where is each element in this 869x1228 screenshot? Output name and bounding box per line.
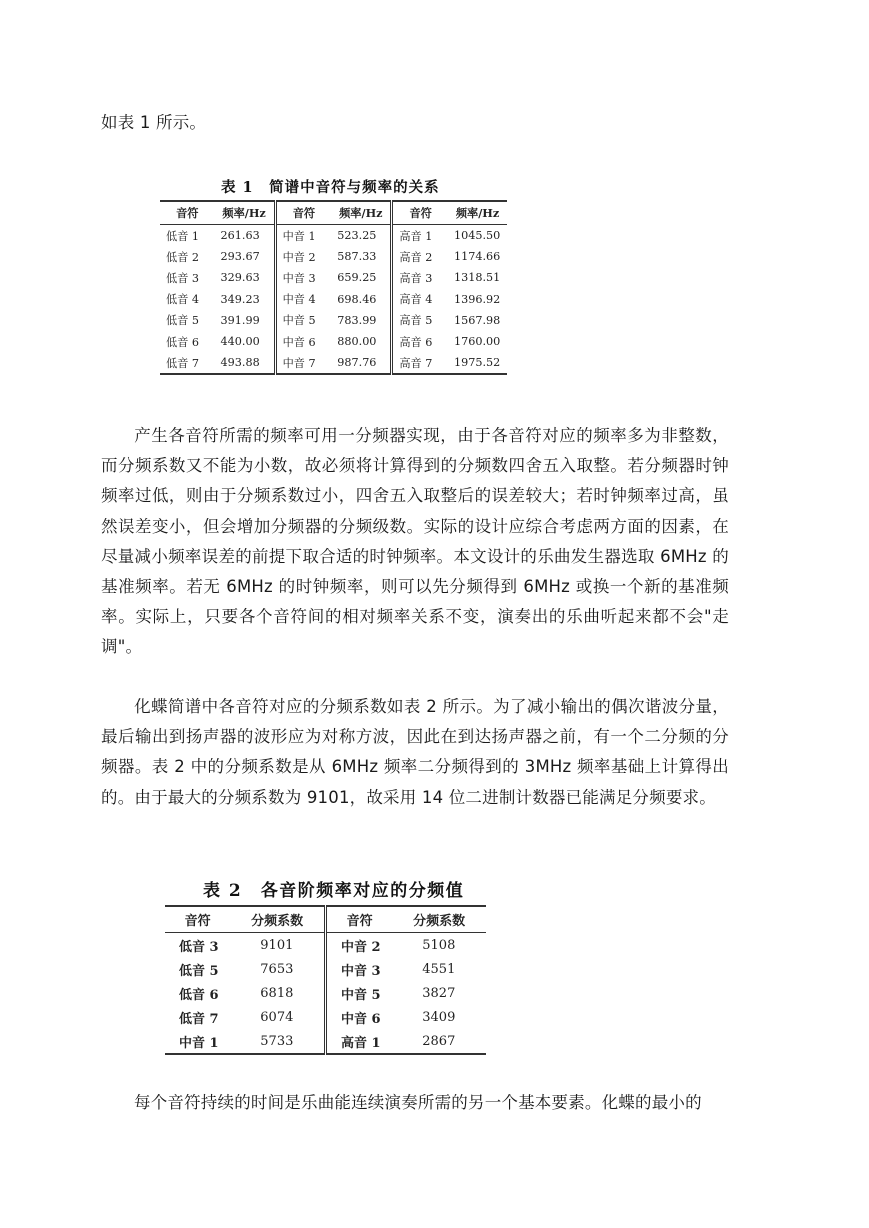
table1-value-cell: 987.76 (337, 356, 377, 370)
table1-row (160, 246, 507, 267)
table2-value-cell: 5733 (260, 1033, 294, 1049)
table1-note-cell: 低音 7 (166, 356, 200, 370)
table2-header: 音符 (325, 906, 392, 933)
table2-division-factors (165, 905, 486, 1055)
table1-note-cell: 低音 5 (166, 314, 200, 328)
paragraph-1 (101, 421, 729, 663)
table2-value-cell: 3409 (422, 1009, 456, 1025)
table1-row (160, 289, 507, 310)
table1-value-cell: 1760.00 (454, 335, 501, 349)
table1-value-cell: 1045.50 (454, 229, 501, 243)
table1-value-cell: 391.99 (220, 313, 260, 327)
table2-note-cell: 低音 7 (179, 1011, 219, 1027)
table2-row (165, 1005, 486, 1029)
table2-note-cell: 低音 3 (179, 939, 219, 955)
table1-row (160, 310, 507, 331)
paragraph-2 (101, 692, 729, 813)
table2-header: 分频系数 (413, 914, 466, 929)
table1-note-cell: 中音 3 (275, 267, 331, 288)
table1-note-cell: 高音 4 (392, 289, 448, 310)
table1-note-cell: 低音 2 (166, 250, 200, 264)
table1-row (160, 267, 507, 288)
table1-note-cell: 高音 2 (392, 246, 448, 267)
table2-note-cell: 低音 6 (179, 987, 219, 1003)
table2-value-cell: 6818 (260, 985, 294, 1001)
table1-value-cell: 1975.52 (454, 356, 501, 370)
table1-note-cell: 中音 2 (275, 246, 331, 267)
table2-value-cell: 7653 (260, 961, 294, 977)
table1-note-cell: 中音 4 (275, 289, 331, 310)
table1-note-frequency (160, 200, 507, 375)
paragraph-3 (101, 1088, 729, 1118)
table2-caption: 表 2 各音阶频率对应的分频值 (203, 881, 465, 901)
paragraph-3-text: 每个音符持续的时间是乐曲能连续演奏所需的另一个基本要素。化蝶的最小的 (134, 1093, 702, 1112)
table2-note-cell: 中音 2 (325, 933, 392, 958)
paragraph-1-text: 产生各音符所需的频率可用一分频器实现，由于各音符对应的频率多为非整数，而分频系数又不能为小数，故必须将计算得到的分频数四舍五入取整。若分频器时钟频率过低，则由于分频系数过小，四舍五入取整后的误差较大；若时钟频率过高，虽然误差变小，但会增加分频器的分频级数。实际的设计应综合考虑两方面的因素，在尽量减小频率误差的前提下取合适的时钟频率。本文设计的乐曲发生器选取 6MHz 的基准频率。若无 6MHz 的时钟频率，则可以先分频得到 6MHz 或换一个新的基准频率。实际上，只要各个音符间的相对频率关系不变，演奏出的乐曲听起来都不会"走调"。 (101, 426, 729, 657)
table1-header: 音符 (275, 201, 331, 225)
table1-note-cell: 中音 6 (275, 331, 331, 352)
table2-value-cell: 2867 (422, 1033, 456, 1049)
table1-row (160, 225, 507, 247)
table1-note-cell: 高音 5 (392, 310, 448, 331)
table1-value-cell: 493.88 (220, 356, 260, 370)
table1-value-cell: 440.00 (220, 335, 260, 349)
table1-header: 频率/Hz (222, 206, 266, 220)
table1-value-cell: 329.63 (220, 271, 260, 285)
table1-note-cell: 低音 4 (166, 293, 200, 307)
table2-note-cell: 中音 6 (325, 1005, 392, 1029)
table2-value-cell: 6074 (260, 1009, 294, 1025)
table1-note-cell: 低音 6 (166, 335, 200, 349)
table1-row (160, 352, 507, 374)
table1-value-cell: 261.63 (220, 229, 260, 243)
table1-note-cell: 低音 1 (166, 229, 200, 243)
table1-note-cell: 低音 3 (166, 271, 200, 285)
table2-note-cell: 中音 1 (179, 1035, 219, 1051)
table1-note-cell: 高音 3 (392, 267, 448, 288)
table2-row (165, 933, 486, 958)
table1-value-cell: 1318.51 (454, 271, 501, 285)
table2-value-cell: 9101 (260, 937, 294, 953)
table1-value-cell: 659.25 (337, 271, 377, 285)
table1-note-cell: 高音 7 (392, 352, 448, 374)
table2-note-cell: 中音 5 (325, 981, 392, 1005)
table1-value-cell: 587.33 (337, 250, 377, 264)
table2-note-cell: 中音 3 (325, 957, 392, 981)
table2-note-cell: 低音 5 (179, 963, 219, 979)
table1-note-cell: 中音 1 (275, 225, 331, 247)
table2-row (165, 1029, 486, 1054)
table1-header: 音符 (176, 206, 199, 220)
table1-note-cell: 高音 6 (392, 331, 448, 352)
table1-value-cell: 1567.98 (454, 313, 501, 327)
table1-value-cell: 349.23 (220, 292, 260, 306)
table1-caption: 表 1 简谱中音符与频率的关系 (221, 179, 440, 196)
table1-header-row (160, 201, 507, 225)
table1-value-cell: 293.67 (220, 250, 260, 264)
table1-header: 音符 (392, 201, 448, 225)
table1-note-cell: 中音 7 (275, 352, 331, 374)
table2-value-cell: 5108 (422, 937, 456, 953)
table1-value-cell: 1396.92 (454, 292, 501, 306)
paragraph-2-text: 化蝶简谱中各音符对应的分频系数如表 2 所示。为了减小输出的偶次谐波分量，最后输出到扬声器的波形应为对称方波，因此在到达扬声器之前，有一个二分频的分频器。表 2 中的分频系数是从 6MHz 频率二分频得到的 3MHz 频率基础上计算得出的。由于最大的分频系数为 9101，故采用 14 位二进制计数器已能满足分频要求。 (101, 697, 729, 807)
table2-note-cell: 高音 1 (325, 1029, 392, 1054)
table2-row (165, 957, 486, 981)
table2-header: 分频系数 (251, 914, 304, 929)
table1-value-cell: 880.00 (337, 335, 377, 349)
table1-value-cell: 1174.66 (454, 250, 501, 264)
table1-header: 频率/Hz (455, 206, 500, 220)
table2-value-cell: 3827 (422, 985, 456, 1001)
table2-row (165, 981, 486, 1005)
table1-header: 频率/Hz (339, 206, 383, 220)
table1-value-cell: 523.25 (337, 229, 377, 243)
intro-line: 如表 1 所示。 (101, 113, 207, 132)
table2-header-row (165, 906, 486, 933)
table1-note-cell: 高音 1 (392, 225, 448, 247)
table2-header: 音符 (184, 914, 211, 929)
table1-note-cell: 中音 5 (275, 310, 331, 331)
table1-row (160, 331, 507, 352)
table1-value-cell: 783.99 (337, 313, 377, 327)
table2-value-cell: 4551 (422, 961, 456, 977)
table1-value-cell: 698.46 (337, 292, 377, 306)
